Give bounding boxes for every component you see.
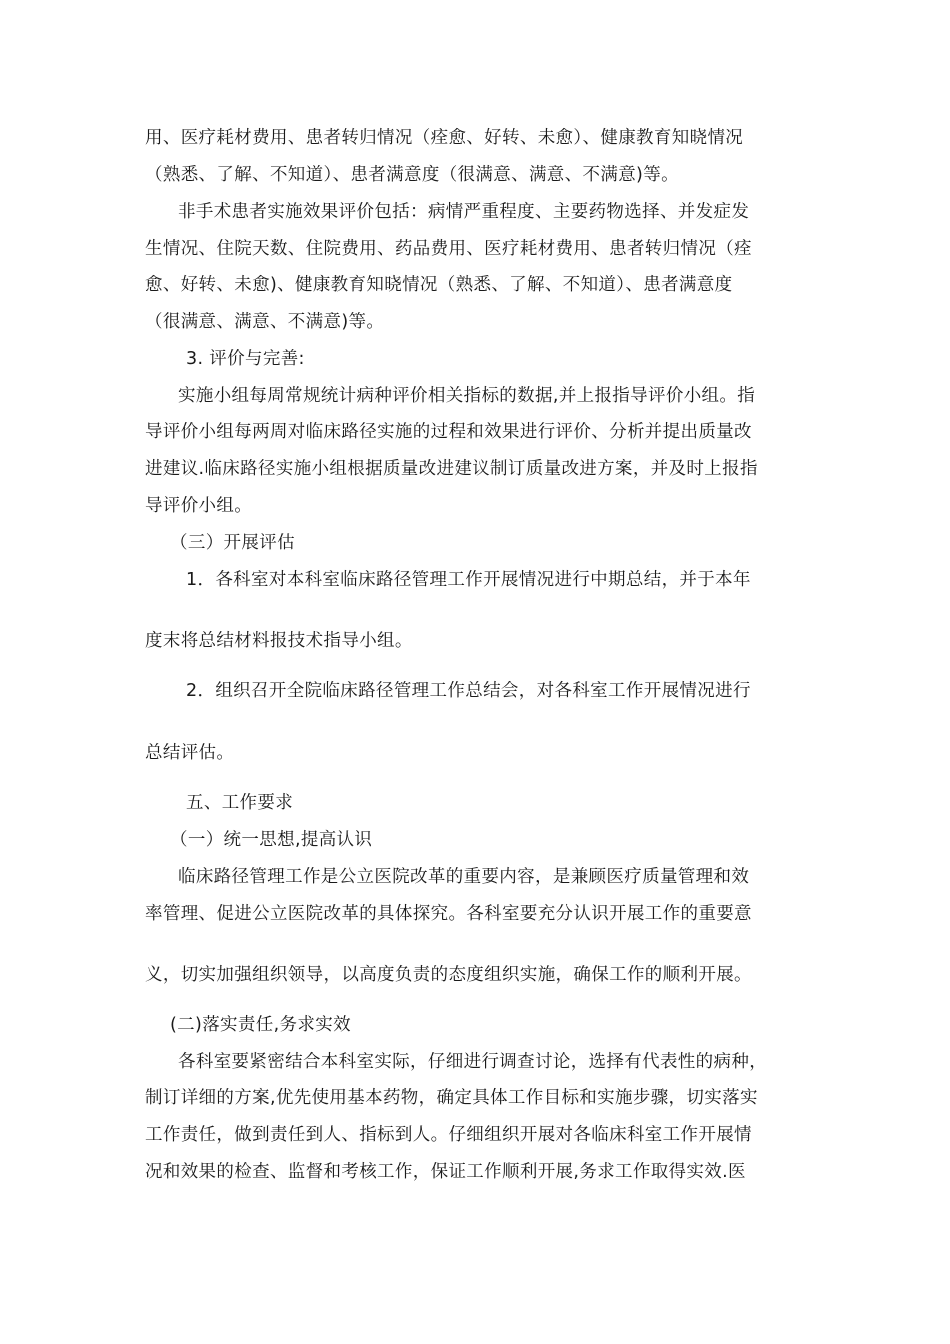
text-line: 各科室要紧密结合本科室实际，仔细进行调查讨论，选择有代表性的病种， [178, 1052, 768, 1072]
text-line: 义，切实加强组织领导，以高度负责的态度组织实施，确保工作的顺利开展。 [145, 965, 752, 985]
text-line: 进建议.临床路径实施小组根据质量改进建议制订质量改进方案，并及时上报指 [145, 459, 758, 479]
text-line: 导评价小组。 [145, 496, 253, 516]
text-line: 实施小组每周常规统计病种评价相关指标的数据,并上报指导评价小组。指 [178, 386, 756, 406]
text-line: 2．组织召开全院临床路径管理工作总结会，对各科室工作开展情况进行 [186, 681, 751, 701]
section-heading: (二)落实责任,务求实效 [170, 1015, 351, 1035]
section-heading: （三）开展评估 [170, 533, 295, 553]
text-line: 导评价小组每两周对临床路径实施的过程和效果进行评价、分析并提出质量改 [145, 422, 752, 442]
text-line: 用、医疗耗材费用、患者转归情况（痊愈、好转、未愈）、健康教育知晓情况 [145, 128, 744, 148]
text-line: （熟悉、了解、不知道）、患者满意度（很满意、满意、不满意)等。 [145, 165, 679, 185]
text-line: 总结评估。 [145, 743, 235, 763]
text-line: 工作责任，做到责任到人、指标到人。仔细组织开展对各临床科室工作开展情 [145, 1125, 752, 1145]
text-line: 率管理、促进公立医院改革的具体探究。各科室要充分认识开展工作的重要意 [145, 904, 752, 924]
text-line: （很满意、满意、不满意)等。 [145, 312, 385, 332]
text-line: 愈、好转、未愈)、健康教育知晓情况（熟悉、了解、不知道）、患者满意度 [145, 275, 733, 295]
text-line: 非手术患者实施效果评价包括：病情严重程度、主要药物选择、并发症发 [178, 202, 750, 222]
text-line: 制订详细的方案,优先使用基本药物，确定具体工作目标和实施步骤，切实落实 [145, 1088, 758, 1108]
text-line: 生情况、住院天数、住院费用、药品费用、医疗耗材费用、患者转归情况（痊 [145, 239, 752, 259]
text-line: 临床路径管理工作是公立医院改革的重要内容，是兼顾医疗质量管理和效 [178, 867, 750, 887]
section-heading: 五、工作要求 [186, 793, 294, 813]
section-heading: 3. 评价与完善: [186, 349, 305, 369]
text-line: 1．各科室对本科室临床路径管理工作开展情况进行中期总结，并于本年 [186, 570, 751, 590]
text-line: 况和效果的检查、监督和考核工作，保证工作顺利开展,务求工作取得实效.医 [145, 1162, 746, 1182]
section-heading: （一）统一思想,提高认识 [170, 830, 373, 850]
text-line: 度末将总结材料报技术指导小组。 [145, 631, 413, 651]
